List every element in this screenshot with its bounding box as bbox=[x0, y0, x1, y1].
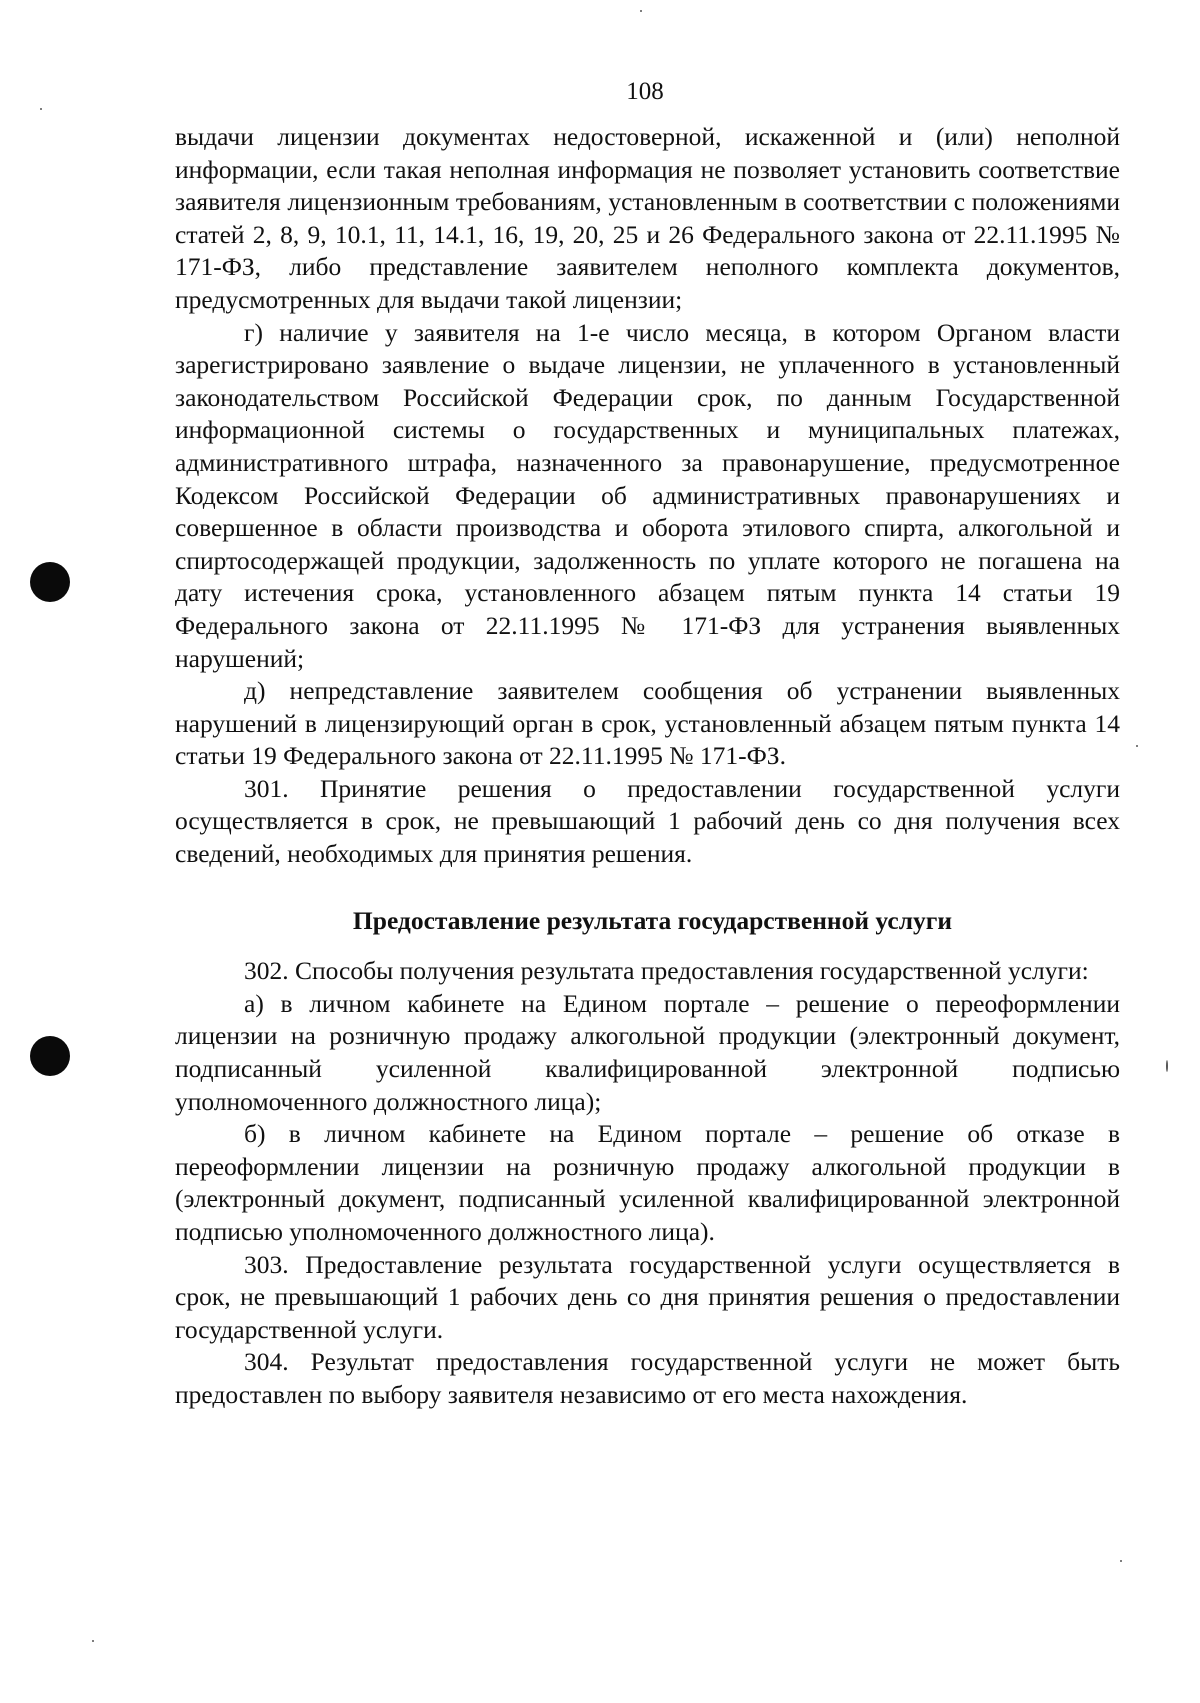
paragraph-301: 301. Принятие решения о предоставлении государственной услуги осуществляется в срок, не превышающий 1 рабочий день со дня получения всех сведений, необходимых для принятия решения. bbox=[175, 773, 1120, 869]
paragraph-302: 302. Способы получения результата предоставления государственной услуги: bbox=[244, 956, 1089, 986]
scan-speck bbox=[640, 10, 642, 12]
scan-speck bbox=[1120, 1560, 1122, 1562]
scan-speck bbox=[92, 1640, 94, 1642]
paragraph-item-g: г) наличие у заявителя на 1-е число месяца, в котором Органом власти зарегистрировано заявление о выдаче лицензии, не уплаченного в установленный законодательством Российской Федерации срок, по данным Государственной информационной системы о государственных и муниципальных платежах, административного штрафа, назначенного за правонарушение, предусмотренное Кодексом Российской Федерации об административных правонарушениях и совершенное в области производства и оборота этилового спирта, алкогольной и спиртосодержащей продукции, задолженность по уплате которого не погашена на дату истечения срока, установленного абзацем пятым пункта 14 статьи 19 Федерального закона от 22.11.1995 № 171-ФЗ для устранения выявленных нарушений; bbox=[175, 317, 1120, 673]
section-heading: Предоставление результата государственной услуги bbox=[352, 905, 953, 935]
punch-hole-upper bbox=[30, 562, 70, 602]
paragraph-item-b: б) в личном кабинете на Едином портале – решение об отказе в переоформлении лицензии на розничную продажу алкогольной продукции в (электронный документ, подписанный усиленной квалифицированной электронной подписью уполномоченного должностного лица). bbox=[175, 1119, 1120, 1246]
scan-speck bbox=[40, 108, 42, 110]
document-body bbox=[175, 121, 1120, 1412]
scan-speck bbox=[1166, 1060, 1168, 1072]
paragraph-304: 304. Результат предоставления государственной услуги не может быть предоставлен по выбору заявителя независимо от его места нахождения. bbox=[175, 1347, 1120, 1409]
paragraph-item-a: а) в личном кабинете на Едином портале – решение о переоформлении лицензии на розничную продажу алкогольной продукции (электронный документ, подписанный усиленной квалифицированной электронной подписью уполномоченного должностного лица); bbox=[175, 988, 1120, 1116]
page-number: 108 bbox=[626, 78, 664, 105]
paragraph-303: 303. Предоставление результата государственной услуги осуществляется в срок, не превышающий 1 рабочих день со дня принятия решения о предоставлении государственной услуги. bbox=[175, 1249, 1120, 1344]
paragraph-item-d: д) непредставление заявителем сообщения об устранении выявленных нарушений в лицензирующий орган в срок, установленный абзацем пятым пункта 14 статьи 19 Федерального закона от 22.11.1995 № 171-ФЗ. bbox=[175, 676, 1120, 771]
scan-speck bbox=[1136, 745, 1138, 747]
punch-hole-lower bbox=[30, 1036, 70, 1076]
paragraph-continuation: выдачи лицензии документах недостоверной, искаженной и (или) неполной информации, если такая неполная информация не позволяет установить соответствие заявителя лицензионным требованиям, установленным в соответствии с положениями статей 2, 8, 9, 10.1, 11, 14.1, 16, 19, 20, 25 и 26 Федерального закона от 22.11.1995 № 171-ФЗ, либо представление заявителем неполного комплекта документов, предусмотренных для выдачи такой лицензии; bbox=[175, 122, 1120, 314]
